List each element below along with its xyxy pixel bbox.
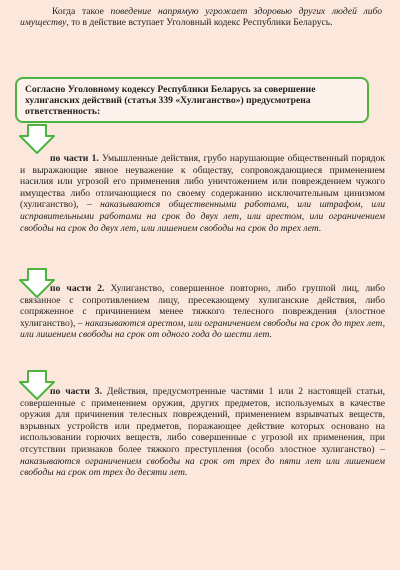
intro-text-start: Когда такое xyxy=(52,6,111,17)
intro-emphasis: поведение напрямую угрожает здоровью других людей либо имуществу xyxy=(20,6,382,29)
part-3-paragraph xyxy=(20,386,385,479)
part-2-label: по части 2. xyxy=(50,283,105,294)
part-1-paragraph xyxy=(20,153,385,234)
liability-notice-text: Согласно Уголовному кодексу Республики Беларусь за совершение хулиганских действий (статья 339 «Хулиганство») предусмотрена ответственность: xyxy=(25,84,316,118)
liability-notice-box xyxy=(15,77,369,123)
part-2-paragraph xyxy=(20,283,385,341)
intro-text-end: , то в действие вступает Уголовный кодекс Республики Беларусь. xyxy=(66,17,333,29)
part-1-label: по части 1. xyxy=(50,153,99,164)
down-arrow-icon xyxy=(18,124,56,154)
part-2-text: Хулиганство, совершенное повторно, либо группой лиц, либо связанное с сопротивлением лицу, пресекающему хулиганские действия, либо сопряженное с причинением менее тяжкого телесного повреждения (злостное хулиганство), – xyxy=(20,283,385,329)
part-2-penalty: наказываются арестом, или ограничением свободы на срок до трех лет, или лишением свободы на срок от одного года до шести лет. xyxy=(20,317,385,341)
intro-paragraph xyxy=(20,6,382,29)
part-3-label: по части 3. xyxy=(50,386,102,397)
part-1-penalty: наказываются общественными работами, или штрафом, или исправительными работами на срок до двух лет, или арестом, или ограничением свободы на срок до двух лет, или лишением свободы на срок до трех лет. xyxy=(20,199,385,234)
part-3-penalty: наказываются ограничением свободы на срок от трех до пяти лет или лишением свободы на срок от трех до десяти лет. xyxy=(20,455,385,479)
part-3-text: Действия, предусмотренные частями 1 или 2 настоящей статьи, совершенные с применением оружия, других предметов, используемых в качестве оружия для причинения телесных повреждений, применением взрывчатых веществ, взрывных устройств или предметов, поражающее действие которых основано на использовании горючих веществ, либо совершенные с угрозой их применения, при отсутствии признаков более тяжкого преступления (особо злостное хулиганство) – xyxy=(20,386,385,455)
part-1-text: Умышленные действия, грубо нарушающие общественный порядок и выражающие явное неуважение к обществу, сопровождающиеся применением насилия или угрозой его применения либо уничтожением или повреждением чужого имущества либо отличающиеся по своему содержанию исключительным цинизмом (хулиганство), – xyxy=(20,153,385,211)
